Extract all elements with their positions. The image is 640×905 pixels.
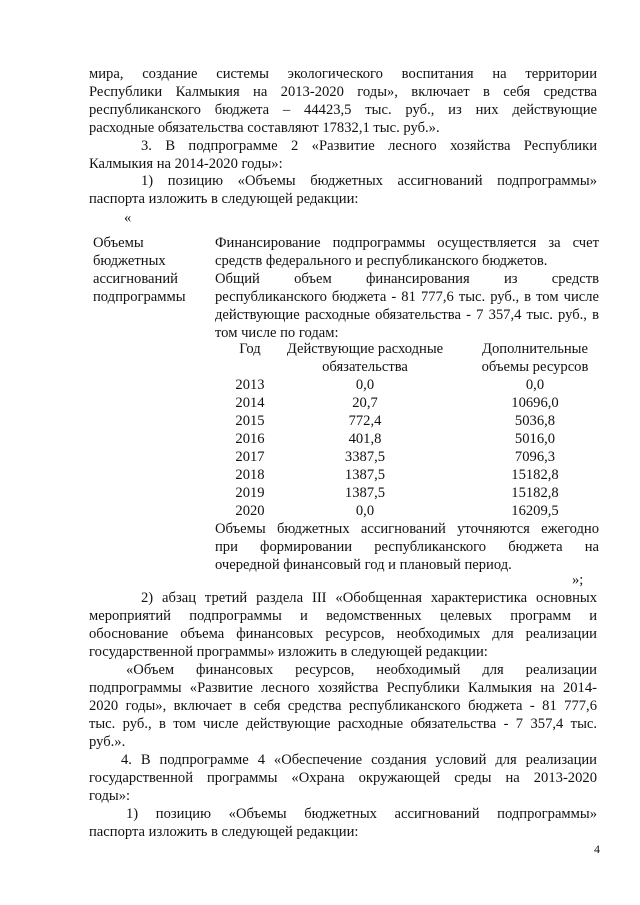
passport-text-line: средств федерального и республиканского бюджетов.: [215, 253, 548, 269]
intro-line: мира, создание системы экологического воспитания на территории: [89, 66, 597, 82]
item3-line: Калмыкия на 2014-2020 годы»:: [89, 156, 283, 172]
passport-after-line: Объемы бюджетных ассигнований уточняются ежегодно: [215, 521, 599, 537]
table-cell-year: 2020: [235, 503, 265, 519]
item4-line: годы»:: [89, 788, 131, 804]
table-cell-current: 0,0: [355, 503, 375, 519]
table-cell-current: 401,8: [348, 431, 382, 447]
table-cell-year: 2014: [235, 395, 265, 411]
table-cell-current: 20,7: [352, 395, 378, 411]
table-cell-additional: 5036,8: [514, 413, 556, 429]
table-header-year: Год: [239, 341, 261, 357]
passport-label-line: бюджетных: [93, 253, 166, 269]
item4-line: паспорта изложить в следующей редакции:: [89, 824, 359, 840]
table-cell-year: 2015: [235, 413, 265, 429]
item4-line: 1) позицию «Объемы бюджетных ассигнований подпрограммы»: [126, 806, 597, 822]
table-cell-year: 2019: [235, 485, 265, 501]
item2-line: 2) абзац третий раздела III «Обобщенная характеристика основных: [141, 590, 597, 606]
passport-text-line: Финансирование подпрограммы осуществляется за счет: [215, 235, 599, 251]
intro-line: Республики Калмыкия на 2013-2020 годы», включает в себя средства: [89, 84, 597, 100]
table-cell-year: 2013: [235, 377, 265, 393]
table-cell-year: 2016: [235, 431, 265, 447]
passport-after-line: очередной финансовый год и плановый период.: [215, 557, 512, 573]
table-header-additional: Дополнительные: [482, 341, 588, 357]
passport-text-line: Общий объем финансирования из средств: [215, 271, 599, 287]
passport-text-line: том числе по годам:: [215, 325, 339, 341]
close-quote: »;: [572, 572, 584, 588]
table-cell-current: 1387,5: [344, 467, 386, 483]
item4-line: 4. В подпрограмме 4 «Обеспечение создания условий для реализации: [121, 752, 597, 768]
table-cell-additional: 5016,0: [514, 431, 556, 447]
table-cell-year: 2018: [235, 467, 265, 483]
item3-line: паспорта изложить в следующей редакции:: [89, 191, 359, 207]
table-cell-current: 0,0: [355, 377, 375, 393]
passport-label-line: подпрограммы: [93, 289, 186, 305]
table-cell-additional: 7096,3: [514, 449, 556, 465]
item3-line: 3. В подпрограмме 2 «Развитие лесного хозяйства Республики: [141, 138, 597, 154]
passport-label-line: Объемы: [93, 235, 144, 251]
open-quote: «: [124, 210, 132, 226]
passport-after-line: при формировании республиканского бюджета на: [215, 539, 599, 555]
table-header-current: обязательства: [322, 359, 408, 375]
table-cell-additional: 0,0: [525, 377, 545, 393]
item2-line: государственной программы» изложить в следующей редакции:: [89, 644, 488, 660]
item2-line: 2020 годы», включает в себя средства республиканского бюджета - 81 777,6: [89, 698, 597, 714]
item2-line: «Объем финансовых ресурсов, необходимый для реализации: [126, 662, 597, 678]
table-cell-additional: 15182,8: [511, 467, 559, 483]
table-cell-additional: 10696,0: [511, 395, 559, 411]
item2-line: тыс. руб., в том числе действующие расходные обязательства - 7 357,4 тыс.: [89, 716, 597, 732]
page-number: 4: [594, 842, 600, 856]
table-header-additional: объемы ресурсов: [481, 359, 589, 375]
passport-text-line: действующие расходные обязательства - 7 357,4 тыс. руб., в: [215, 307, 599, 323]
intro-line: расходные обязательства составляют 17832,1 тыс. руб.».: [89, 120, 440, 136]
passport-text-line: республиканского бюджета - 81 777,6 тыс. руб., в том числе: [215, 289, 599, 305]
intro-line: республиканского бюджета – 44423,5 тыс. руб., из них действующие: [89, 102, 597, 118]
table-cell-current: 772,4: [348, 413, 382, 429]
item4-line: государственной программы «Охрана окружающей среды на 2013-2020: [89, 770, 597, 786]
item2-line: руб.».: [89, 734, 126, 750]
item2-line: подпрограммы «Развитие лесного хозяйства Республики Калмыкия на 2014-: [89, 680, 597, 696]
item2-line: мероприятий подпрограммы и ведомственных целевых программ и: [89, 608, 597, 624]
passport-label-line: ассигнований: [93, 271, 178, 287]
table-cell-current: 3387,5: [344, 449, 386, 465]
table-cell-additional: 16209,5: [511, 503, 559, 519]
item2-line: обоснование объема финансовых ресурсов, необходимых для реализации: [89, 626, 597, 642]
table-cell-additional: 15182,8: [511, 485, 559, 501]
table-cell-year: 2017: [235, 449, 265, 465]
item3-line: 1) позицию «Объемы бюджетных ассигнований подпрограммы»: [141, 173, 597, 189]
table-header-current: Действующие расходные: [286, 341, 444, 357]
table-cell-current: 1387,5: [344, 485, 386, 501]
